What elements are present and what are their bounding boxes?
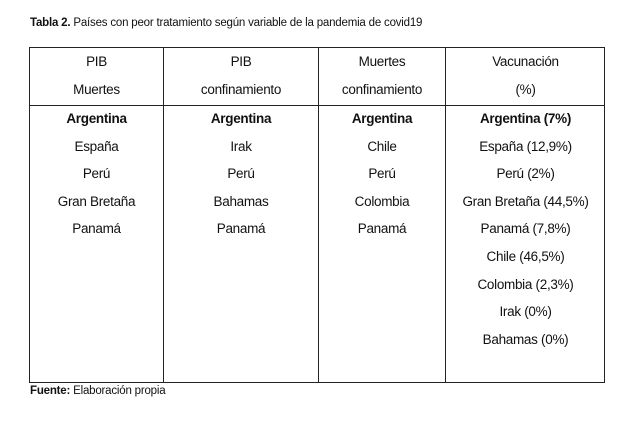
table-cell: Bahamas: [213, 193, 269, 209]
table-cell: Perú: [82, 166, 111, 182]
table-cell: Colombia (2,3%): [477, 276, 574, 292]
column-header: [319, 48, 445, 104]
table-column: [446, 48, 605, 347]
table-column: [319, 48, 445, 237]
table-cell: Panamá: [357, 221, 407, 237]
table-cell: Gran Bretaña (44,5%): [462, 193, 589, 209]
table-cell: Gran Bretaña: [57, 193, 136, 209]
table-cell: Argentina: [210, 111, 272, 126]
table-cell: Irak: [230, 138, 252, 154]
table-cell: Colombia: [354, 193, 410, 209]
table-cell: Argentina (7%): [479, 111, 572, 126]
table-cell: Argentina: [66, 111, 127, 126]
table-cell: Perú (2%): [496, 166, 555, 182]
caption-text: Países con peor tratamiento según variable de la pandemia de covid19: [70, 17, 423, 29]
table-cell: Chile (46,5%): [486, 248, 565, 264]
header-line: Muertes: [358, 54, 406, 69]
table-cell: Irak (0%): [499, 304, 552, 320]
table-cell: Argentina: [351, 111, 413, 126]
column-header: [164, 48, 318, 104]
caption-label: Tabla 2.: [30, 17, 71, 29]
column-header: [30, 48, 163, 104]
table-cell: Perú: [368, 166, 396, 182]
table-source: [30, 385, 165, 397]
table-column: [30, 48, 163, 237]
header-line: PIB: [230, 54, 252, 69]
table-cell: Panamá: [72, 221, 121, 237]
table-cell: España (12,9%): [479, 138, 572, 154]
column-header: [446, 48, 605, 104]
header-line: (%): [515, 82, 536, 97]
header-line: Muertes: [73, 82, 120, 97]
source-text: Elaboración propia: [70, 385, 166, 397]
table-cell: España: [74, 138, 119, 154]
source-label: Fuente:: [30, 385, 71, 397]
table-cell: Chile: [367, 138, 397, 154]
table-cell: Panamá (7,8%): [480, 221, 571, 237]
header-line: PIB: [86, 54, 107, 69]
header-line: Vacunación: [492, 54, 559, 69]
countries-table: [29, 47, 605, 383]
table-column: [164, 48, 318, 237]
table-cell: Bahamas (0%): [482, 331, 569, 347]
table-caption: [30, 17, 422, 29]
header-line: confinamiento: [341, 82, 423, 97]
header-line: confinamiento: [200, 82, 282, 97]
table-cell: Perú: [227, 166, 255, 182]
table-cell: Panamá: [216, 221, 266, 237]
